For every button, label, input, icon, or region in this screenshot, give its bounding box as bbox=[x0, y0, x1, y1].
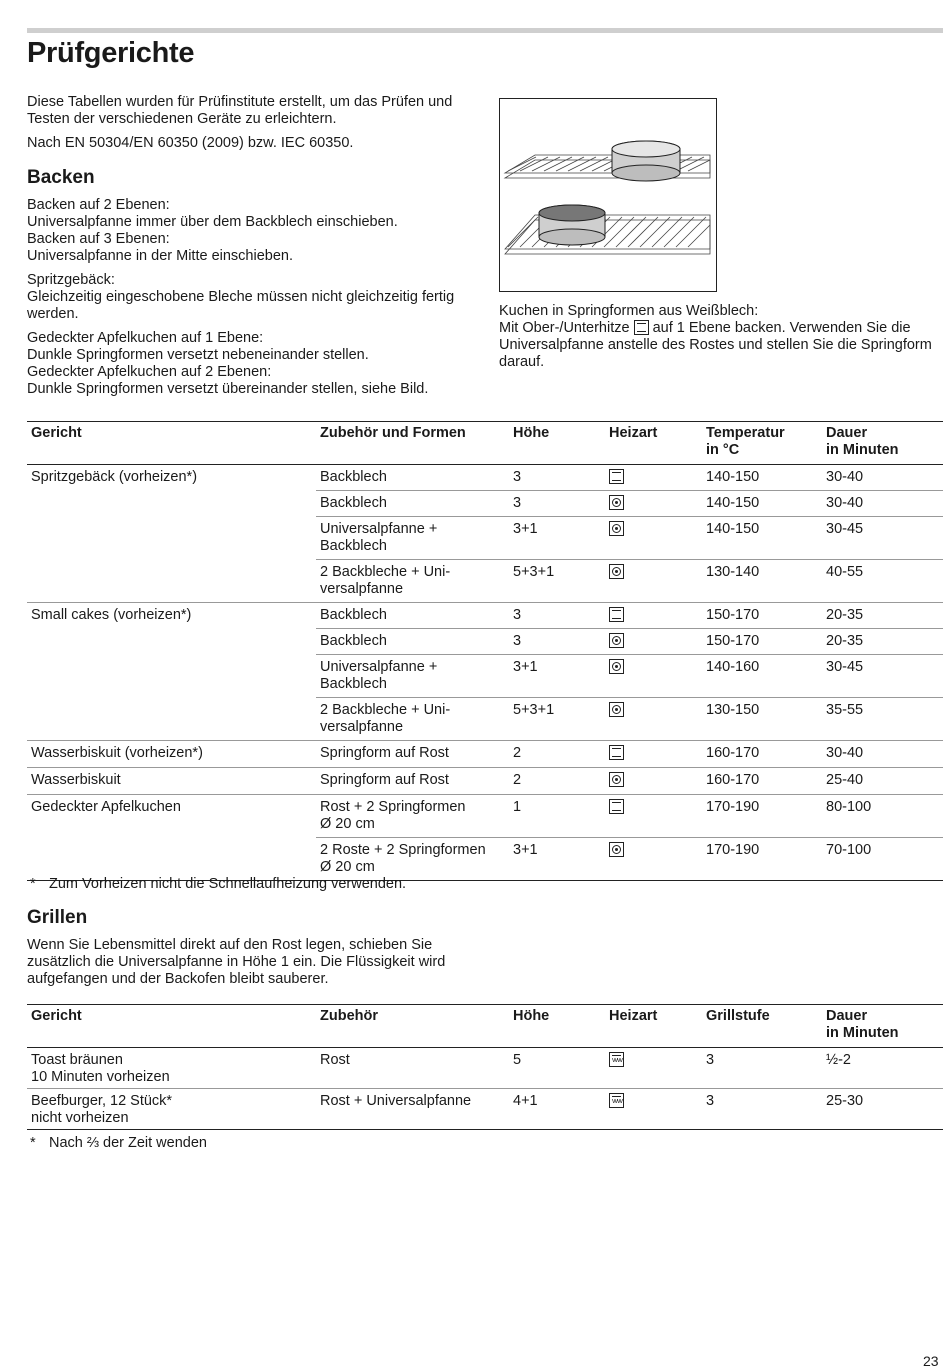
heating-mode-cell bbox=[605, 745, 702, 763]
temperature-cell: 140-150 bbox=[706, 521, 760, 537]
accessory-cell: Universalpfanne + Backblech bbox=[320, 521, 438, 554]
table-row bbox=[316, 1089, 943, 1129]
spritzgebaeck-note bbox=[27, 272, 477, 323]
accessory-cell: Backblech bbox=[320, 633, 387, 649]
top-bottom-heat-icon bbox=[609, 607, 624, 622]
column-header: Grillstufe bbox=[706, 1008, 770, 1024]
table-row bbox=[316, 1048, 943, 1088]
hot-air-icon bbox=[609, 633, 624, 648]
temperature-cell: 170-190 bbox=[706, 842, 760, 858]
backen-note-line: Dunkle Springformen versetzt übereinander stellen, siehe Bild. bbox=[27, 381, 429, 397]
backen-note-line: Gleichzeitig eingeschobene Bleche müssen nicht gleichzeitig fertig werden. bbox=[27, 289, 455, 322]
heating-mode-cell bbox=[605, 469, 702, 486]
duration-cell: 25-40 bbox=[826, 772, 864, 788]
level-cell: 4+1 bbox=[513, 1093, 538, 1109]
grillen-intro: Wenn Sie Lebensmittel direkt auf den Rost legen, schieben Sie zusätzlich die Universalpfanne in Höhe 1 ein. Die Flüssigkeit wird aufgefangen und der Backofen bleibt sauberer. bbox=[27, 937, 446, 987]
section-heading-backen: Backen bbox=[27, 167, 95, 188]
column-header: Heizart bbox=[609, 1008, 658, 1024]
temperature-cell: 150-170 bbox=[706, 633, 760, 649]
dish-name: Small cakes (vorheizen*) bbox=[31, 607, 192, 623]
footnote-marker: * bbox=[30, 876, 36, 892]
backen-note-line: Spritzgebäck: bbox=[27, 272, 115, 288]
page-title: Prüfgerichte bbox=[27, 37, 195, 69]
temperature-cell: 150-170 bbox=[706, 607, 760, 623]
caption-line: auf 1 Ebene backen. Verwenden Sie die Universalpfanne anstelle des Rostes und stellen Sie die Springform darauf. bbox=[499, 320, 932, 370]
accessory-cell: 2 Roste + 2 Springformen Ø 20 cm bbox=[320, 842, 486, 875]
table-row bbox=[316, 698, 943, 740]
dish-name: Beefburger, 12 Stück* nicht vorheizen bbox=[31, 1093, 173, 1126]
heating-mode-cell bbox=[605, 799, 702, 833]
accessory-cell: Rost + 2 Springformen Ø 20 cm bbox=[320, 799, 466, 832]
top-bottom-heat-icon bbox=[609, 799, 624, 814]
accessory-cell: 2 Backbleche + Uni- versalpfanne bbox=[320, 702, 451, 735]
hot-air-icon bbox=[609, 495, 624, 510]
level-cell: 2 bbox=[513, 772, 522, 788]
level-cell: 3+1 bbox=[513, 842, 538, 858]
heating-mode-cell bbox=[605, 659, 702, 693]
table-row bbox=[316, 560, 943, 602]
column-header: Höhe bbox=[513, 425, 550, 441]
temperature-cell: 140-160 bbox=[706, 659, 760, 675]
section-heading-grillen: Grillen bbox=[27, 907, 88, 928]
temperature-cell: 170-190 bbox=[706, 799, 760, 815]
backen-note-line: Backen auf 2 Ebenen: bbox=[27, 197, 170, 213]
page-number: 23 bbox=[923, 1353, 939, 1369]
table-header bbox=[27, 1005, 943, 1048]
duration-cell: 80-100 bbox=[826, 799, 872, 815]
heating-mode-cell bbox=[605, 1052, 702, 1084]
duration-cell: 40-55 bbox=[826, 564, 864, 580]
dish-name: Wasserbiskuit (vorheizen*) bbox=[31, 745, 203, 761]
duration-cell: 70-100 bbox=[826, 842, 872, 858]
column-header: Zubehör bbox=[320, 1008, 378, 1024]
grillen-section bbox=[27, 907, 477, 988]
table-row-group bbox=[27, 795, 943, 880]
column-header: Heizart bbox=[609, 425, 658, 441]
level-cell: 3 bbox=[513, 495, 522, 511]
dish-rows bbox=[316, 1089, 943, 1129]
temperature-cell: 140-150 bbox=[706, 495, 760, 511]
grill-footnote bbox=[30, 1135, 207, 1152]
accessory-cell: Backblech bbox=[320, 469, 387, 485]
duration-cell: 20-35 bbox=[826, 607, 864, 623]
hot-air-icon bbox=[609, 842, 624, 857]
top-bottom-heat-icon bbox=[634, 320, 649, 335]
intro-paragraph-2: Nach EN 50304/EN 60350 (2009) bzw. IEC 60350. bbox=[27, 135, 354, 151]
heating-mode-cell bbox=[605, 633, 702, 650]
dish-name: Wasserbiskuit bbox=[31, 772, 121, 788]
accessory-cell: Springform auf Rost bbox=[320, 772, 449, 788]
table-row bbox=[316, 768, 943, 794]
apfelkuchen-note bbox=[27, 330, 477, 398]
heating-mode-cell bbox=[605, 495, 702, 512]
table-row-group bbox=[27, 603, 943, 741]
header-rule bbox=[27, 28, 943, 33]
hot-air-icon bbox=[609, 772, 624, 787]
dish-name: Spritzgebäck (vorheizen*) bbox=[31, 469, 198, 485]
table-row bbox=[316, 655, 943, 698]
temperature-cell: 130-150 bbox=[706, 702, 760, 718]
level-cell: 5 bbox=[513, 1052, 522, 1068]
backen-note-line: Universalpfanne immer über dem Backblech einschieben. bbox=[27, 214, 398, 230]
intro-paragraph-1: Diese Tabellen wurden für Prüfinstitute erstellt, um das Prüfen und Testen der verschiedenen Geräte zu erleichtern. bbox=[27, 94, 453, 127]
table-body bbox=[27, 1048, 943, 1129]
table-row bbox=[27, 1048, 943, 1089]
heating-mode-cell bbox=[605, 1093, 702, 1125]
table-row bbox=[316, 603, 943, 629]
level-cell: 2 bbox=[513, 745, 522, 761]
grill-stage-cell: 3 bbox=[706, 1052, 715, 1068]
heating-mode-cell bbox=[605, 702, 702, 736]
heating-mode-cell bbox=[605, 564, 702, 598]
heating-mode-cell bbox=[605, 772, 702, 790]
table-row-group bbox=[27, 768, 943, 795]
accessory-cell: Backblech bbox=[320, 495, 387, 511]
duration-cell: 25-30 bbox=[826, 1093, 864, 1109]
temperature-cell: 130-140 bbox=[706, 564, 760, 580]
footnote-text: Nach ⅔ der Zeit wenden bbox=[49, 1135, 207, 1151]
level-cell: 3 bbox=[513, 469, 522, 485]
accessory-cell: Universalpfanne + Backblech bbox=[320, 659, 438, 692]
dish-rows bbox=[316, 603, 943, 740]
top-bottom-heat-icon bbox=[609, 469, 624, 484]
backen-note-line: Backen auf 3 Ebenen: bbox=[27, 231, 170, 247]
duration-cell: 30-45 bbox=[826, 521, 864, 537]
dish-rows bbox=[316, 741, 943, 767]
table-row bbox=[316, 517, 943, 560]
accessory-cell: 2 Backbleche + Uni- versalpfanne bbox=[320, 564, 451, 597]
column-header: Zubehör und Formen bbox=[320, 425, 466, 441]
table-row bbox=[316, 795, 943, 838]
dish-rows bbox=[316, 795, 943, 880]
table-row bbox=[316, 741, 943, 767]
heating-mode-cell bbox=[605, 521, 702, 555]
duration-cell: 30-40 bbox=[826, 745, 864, 761]
level-cell: 3 bbox=[513, 607, 522, 623]
table-row-group bbox=[27, 465, 943, 603]
column-header: Höhe bbox=[513, 1008, 550, 1024]
duration-cell: ½-2 bbox=[826, 1052, 851, 1068]
column-header: Temperatur in °C bbox=[706, 425, 785, 458]
hot-air-icon bbox=[609, 564, 624, 579]
level-cell: 3+1 bbox=[513, 659, 538, 675]
intro-column bbox=[27, 94, 477, 405]
springform-on-racks-illustration bbox=[500, 99, 716, 291]
table-header bbox=[27, 422, 943, 465]
backen-note-line: Gedeckter Apfelkuchen auf 1 Ebene: bbox=[27, 330, 264, 346]
duration-cell: 35-55 bbox=[826, 702, 864, 718]
level-cell: 3 bbox=[513, 633, 522, 649]
table-row bbox=[316, 491, 943, 517]
baking-test-table bbox=[27, 421, 943, 881]
dish-name: Gedeckter Apfelkuchen bbox=[31, 799, 181, 815]
heating-mode-cell bbox=[605, 842, 702, 876]
figure-caption bbox=[499, 303, 939, 371]
table-body bbox=[27, 465, 943, 880]
column-header: Gericht bbox=[31, 425, 82, 441]
springform-illustration bbox=[499, 98, 717, 292]
table-row bbox=[316, 465, 943, 491]
dish-rows bbox=[316, 465, 943, 602]
backen-note-line: Dunkle Springformen versetzt nebeneinander stellen. bbox=[27, 347, 369, 363]
caption-line: Mit Ober-/Unterhitze bbox=[499, 320, 630, 336]
accessory-cell: Backblech bbox=[320, 607, 387, 623]
backen-levels-note bbox=[27, 197, 477, 265]
dish-rows bbox=[316, 1048, 943, 1088]
column-header: Dauer in Minuten bbox=[826, 425, 899, 458]
hot-air-icon bbox=[609, 521, 624, 536]
table-row bbox=[27, 1089, 943, 1129]
level-cell: 3+1 bbox=[513, 521, 538, 537]
footnote-text: Zum Vorheizen nicht die Schnellaufheizung verwenden. bbox=[49, 876, 407, 892]
dish-rows bbox=[316, 768, 943, 794]
grill-test-table bbox=[27, 1004, 943, 1130]
hot-air-icon bbox=[609, 702, 624, 717]
dish-name: Toast bräunen 10 Minuten vorheizen bbox=[31, 1052, 170, 1085]
duration-cell: 20-35 bbox=[826, 633, 864, 649]
duration-cell: 30-45 bbox=[826, 659, 864, 675]
column-header: Gericht bbox=[31, 1008, 82, 1024]
footnote-marker: * bbox=[30, 1135, 36, 1151]
duration-cell: 30-40 bbox=[826, 495, 864, 511]
backen-note-line: Universalpfanne in der Mitte einschieben. bbox=[27, 248, 293, 264]
column-header: Dauer in Minuten bbox=[826, 1008, 899, 1041]
caption-line: Kuchen in Springformen aus Weißblech: bbox=[499, 303, 759, 319]
duration-cell: 30-40 bbox=[826, 469, 864, 485]
table-row bbox=[316, 629, 943, 655]
backen-note-line: Gedeckter Apfelkuchen auf 2 Ebenen: bbox=[27, 364, 272, 380]
heating-mode-cell bbox=[605, 607, 702, 624]
temperature-cell: 140-150 bbox=[706, 469, 760, 485]
grill-icon: vvvv bbox=[609, 1052, 624, 1067]
hot-air-icon bbox=[609, 659, 624, 674]
level-cell: 1 bbox=[513, 799, 522, 815]
temperature-cell: 160-170 bbox=[706, 745, 760, 761]
grill-stage-cell: 3 bbox=[706, 1093, 715, 1109]
table-row-group bbox=[27, 741, 943, 768]
level-cell: 5+3+1 bbox=[513, 702, 555, 718]
temperature-cell: 160-170 bbox=[706, 772, 760, 788]
level-cell: 5+3+1 bbox=[513, 564, 555, 580]
accessory-cell: Rost + Universalpfanne bbox=[320, 1093, 472, 1109]
baking-footnote bbox=[30, 876, 406, 893]
accessory-cell: Springform auf Rost bbox=[320, 745, 449, 761]
top-bottom-heat-icon bbox=[609, 745, 624, 760]
accessory-cell: Rost bbox=[320, 1052, 350, 1068]
table-row bbox=[316, 838, 943, 880]
grill-icon: vvvv bbox=[609, 1093, 624, 1108]
